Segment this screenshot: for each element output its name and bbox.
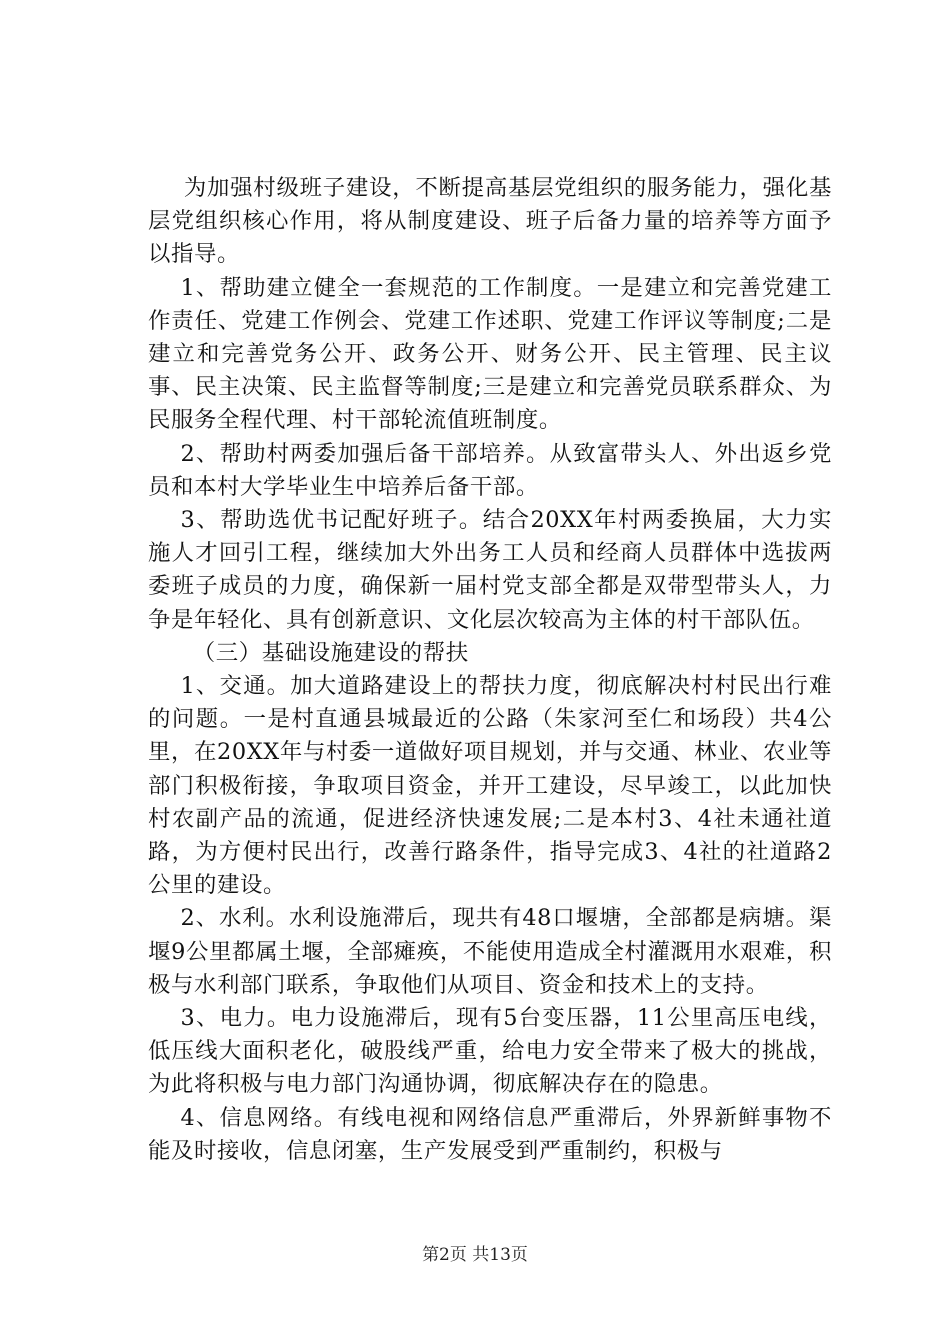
paragraph-item-1: 1、帮助建立健全一套规范的工作制度。一是建立和完善党建工作责任、党建工作例会、党建工作述职、党建工作评议等制度;二是建立和完善党务公开、政务公开、财务公开、民主管理、民主议事、民主决策、民主监督等制度;三是建立和完善党员联系群众、为民服务全程代理、村干部轮流值班制度。: [148, 274, 832, 434]
paragraph-item-2: 2、帮助村两委加强后备干部培养。从致富带头人、外出返乡党员和本村大学毕业生中培养后备干部。: [148, 440, 832, 500]
paragraph-water: 2、水利。水利设施滞后，现共有48口堰塘，全部都是病塘。渠堰9公里都属土堰，全部瘫痪，不能使用造成全村灌溉用水艰难，积极与水利部门联系，争取他们从项目、资金和技术上的支持。: [148, 905, 832, 998]
paragraph-network: 4、信息网络。有线电视和网络信息严重滞后，外界新鲜事物不能及时接收，信息闭塞，生产发展受到严重制约，积极与: [148, 1104, 832, 1164]
section-heading-infrastructure: （三）基础设施建设的帮扶: [192, 639, 469, 666]
paragraph-intro: 为加强村级班子建设，不断提高基层党组织的服务能力，强化基层党组织核心作用，将从制度建设、班子后备力量的培养等方面予以指导。: [148, 175, 832, 268]
paragraph-item-3: 3、帮助选优书记配好班子。结合20XX年村两委换届，大力实施人才回引工程，继续加大外出务工人员和经商人员群体中选拔两委班子成员的力度，确保新一届村党支部全都是双带型带头人，力争是年轻化、具有创新意识、文化层次较高为主体的村干部队伍。: [148, 507, 832, 633]
page-footer: 第2页 共13页: [422, 1245, 528, 1265]
paragraph-transport: 1、交通。加大道路建设上的帮扶力度，彻底解决村村民出行难的问题。一是村直通县城最近的公路（朱家河至仁和场段）共4公里，在20XX年与村委一道做好项目规划，并与交通、林业、农业等部门积极衔接，争取项目资金，并开工建设，尽早竣工，以此加快村农副产品的流通，促进经济快速发展;二是本村3、4社未通社道路，为方便村民出行，改善行路条件，指导完成3、4社的社道路2公里的建设。: [148, 673, 832, 899]
paragraph-power: 3、电力。电力设施滞后，现有5台变压器，11公里高压电线，低压线大面积老化，破股线严重，给电力安全带来了极大的挑战，为此将积极与电力部门沟通协调，彻底解决存在的隐患。: [148, 1005, 832, 1098]
document-body: [148, 172, 832, 1168]
